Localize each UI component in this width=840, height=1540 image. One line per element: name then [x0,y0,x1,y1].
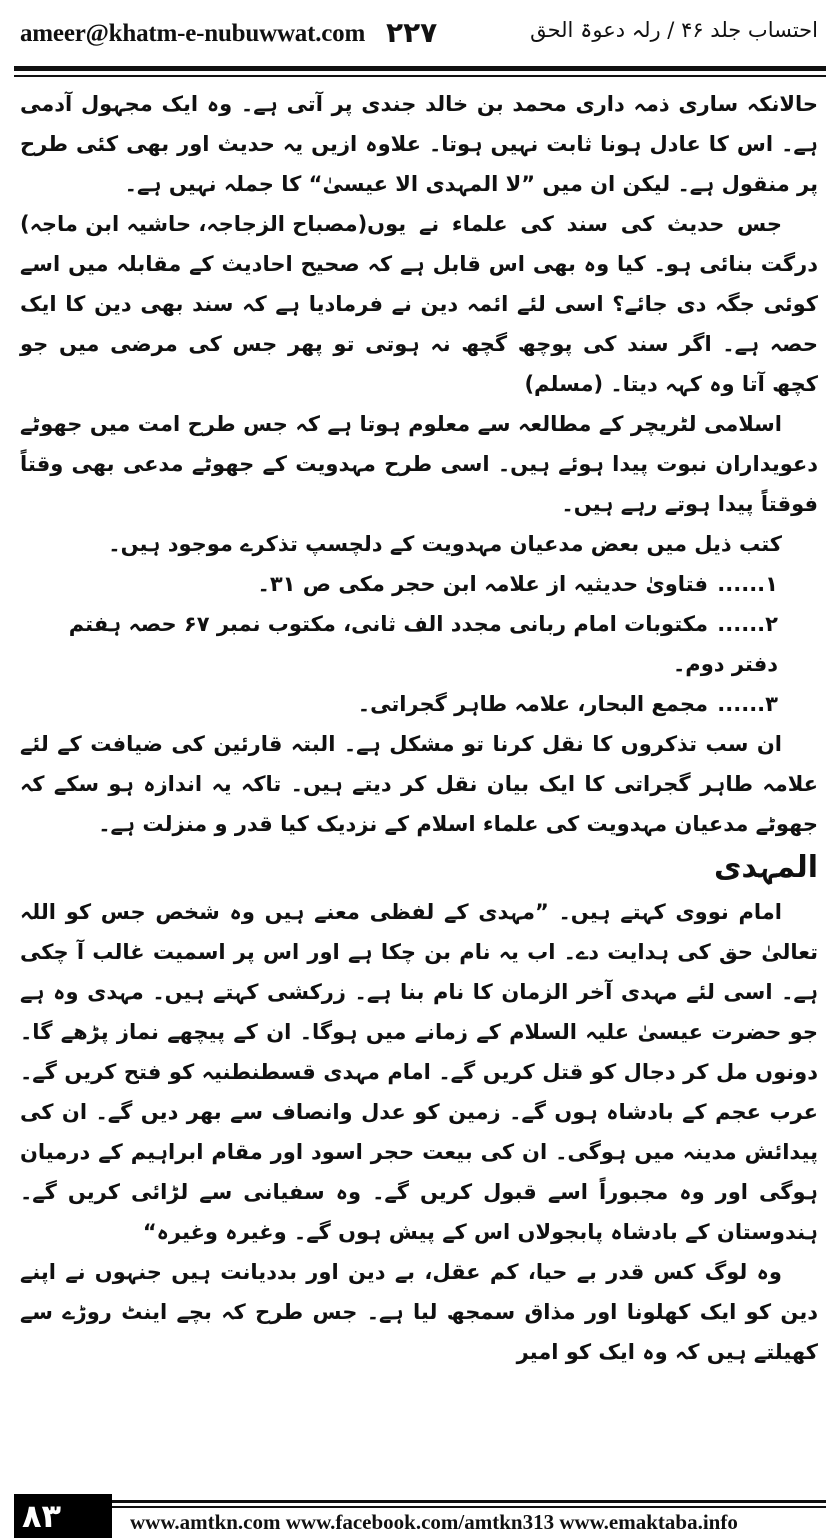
source-citation: (مصباح الزجاجہ، حاشیہ ابن ماجہ) [20,212,368,236]
list-item: ۳......مجمع البحار، علامہ طاہر گجراتی۔ [357,692,778,716]
footer-links: www.amtkn.com www.facebook.com/amtkn313 www.emaktaba.info [130,1510,738,1534]
paragraph-2: جس حدیث کی سند کی علماء نے یوں درگت بنائی ہو۔ کیا وہ بھی اس قابل ہے کہ صحیح احادیث کے مقابلہ میں اسے کوئی جگہ دی جائے؟ اسی لئے ائمہ دین نے فرمادیا ہے کہ سند بھی دین کا ایک حصہ ہے۔ اگر سند کی پوچھ گچھ نہ ہوتی تو پھر جس کی مرضی میں جو کچھ آتا وہ کہہ دیتا۔ (مسلم) [20,212,818,396]
list-item: ۲......مکتوبات امام ربانی مجدد الف ثانی، مکتوب نمبر ۶۷ حصہ ہفتم دفتر دوم۔ [68,612,778,676]
section-heading: المہدی [713,850,818,885]
paragraph-4: کتب ذیل میں بعض مدعیان مہدویت کے دلچسپ تذکرے موجود ہیں۔ [108,532,782,556]
paragraph-1: حالانکہ ساری ذمہ داری محمد بن خالد جندی پر آتی ہے۔ وہ ایک مجہول آدمی ہے۔ اس کا عادل ہونا ثابت نہیں ہوتا۔ علاوہ ازیں یہ حدیث اور بھی کئی طرح پر منقول ہے۔ لیکن ان میں ”لا المہدی الا عیسیٰ“ کا جملہ نہیں ہے۔ (مصباح الزجاجہ، حاشیہ ابن ماجہ) [20,84,818,204]
paragraph-7: وہ لوگ کس قدر بے حیا، کم عقل، بے دین اور بددیانت ہیں جنہوں نے اپنے دین کو ایک کھلونا اور مذاق سمجھ لیا ہے۔ جس طرح کہ بچے اینٹ روڑے سے کھیلتے ہیں کہ وہ ایک کو امیر [20,1260,818,1364]
paragraph-3: اسلامی لٹریچر کے مطالعہ سے معلوم ہوتا ہے کہ جس طرح امت میں جھوٹے دعویداران نبوت پیدا ہوئے ہیں۔ اسی طرح مہدویت کے جھوٹے مدعی بھی وقتاً فوقتاً پیدا ہوتے رہے ہیں۔ [20,412,818,516]
footer-page-badge: ۸۳ [22,1497,62,1535]
header-rule-thick [14,66,826,71]
body-text [20,84,818,1372]
header-email: ameer@khatm-e-nubuwwat.com [20,20,366,47]
header-book-title: احتساب جلد ۴۶ / رلہ دعوۃ الحق [530,18,818,42]
paragraph-6: امام نووی کہتے ہیں۔ ”مہدی کے لفظی معنے ہیں وہ شخص جس کو اللہ تعالیٰ حق کی ہدایت دے۔ اب یہ نام بن چکا ہے اور اس پر اسمیت غالب آ چکی ہے۔ اسی لئے مہدی آخر الزمان کا نام بنا ہے۔ زرکشی کہتے ہیں۔ مہدی وہ ہے جو حضرت عیسیٰ علیہ السلام کے زمانے میں ہوگا۔ ان کے پیچھے نماز پڑھے گا۔ دونوں مل کر دجال کو قتل کریں گے۔ امام مہدی قسطنطنیہ کو فتح کریں گے۔ عرب عجم کے بادشاہ ہوں گے۔ زمین کو عدل وانصاف سے بھر دیں گے۔ ان کی پیدائش مدینہ میں ہوگی۔ ان کی بیعت حجر اسود اور مقام ابراہیم کے درمیان ہوگی اور وہ مجبوراً اسے قبول کریں گے۔ وہ سفیانی سے لڑائی کریں گے۔ ہندوستان کے بادشاہ پابجولاں اس کے پیش ہوں گے۔ وغیرہ وغیرہ“ [20,900,818,1244]
footer-rule-thin [112,1506,826,1508]
header-page-number: ۲۲۷ [386,16,438,49]
footer-rule [112,1500,826,1503]
list-item: ۱......فتاویٰ حدیثیہ از علامہ ابن حجر مکی ص ۳۱۔ [257,572,778,596]
header-rule-thin [14,75,826,77]
paragraph-5: ان سب تذکروں کا نقل کرنا تو مشکل ہے۔ البتہ قارئین کی ضیافت کے لئے علامہ طاہر گجراتی کا ایک بیان نقل کر دیتے ہیں۔ تاکہ یہ اندازہ ہو سکے کہ جھوٹے مدعیان مہدویت کی علماء اسلام کے نزدیک کیا قدر و منزلت ہے۔ [20,732,818,836]
